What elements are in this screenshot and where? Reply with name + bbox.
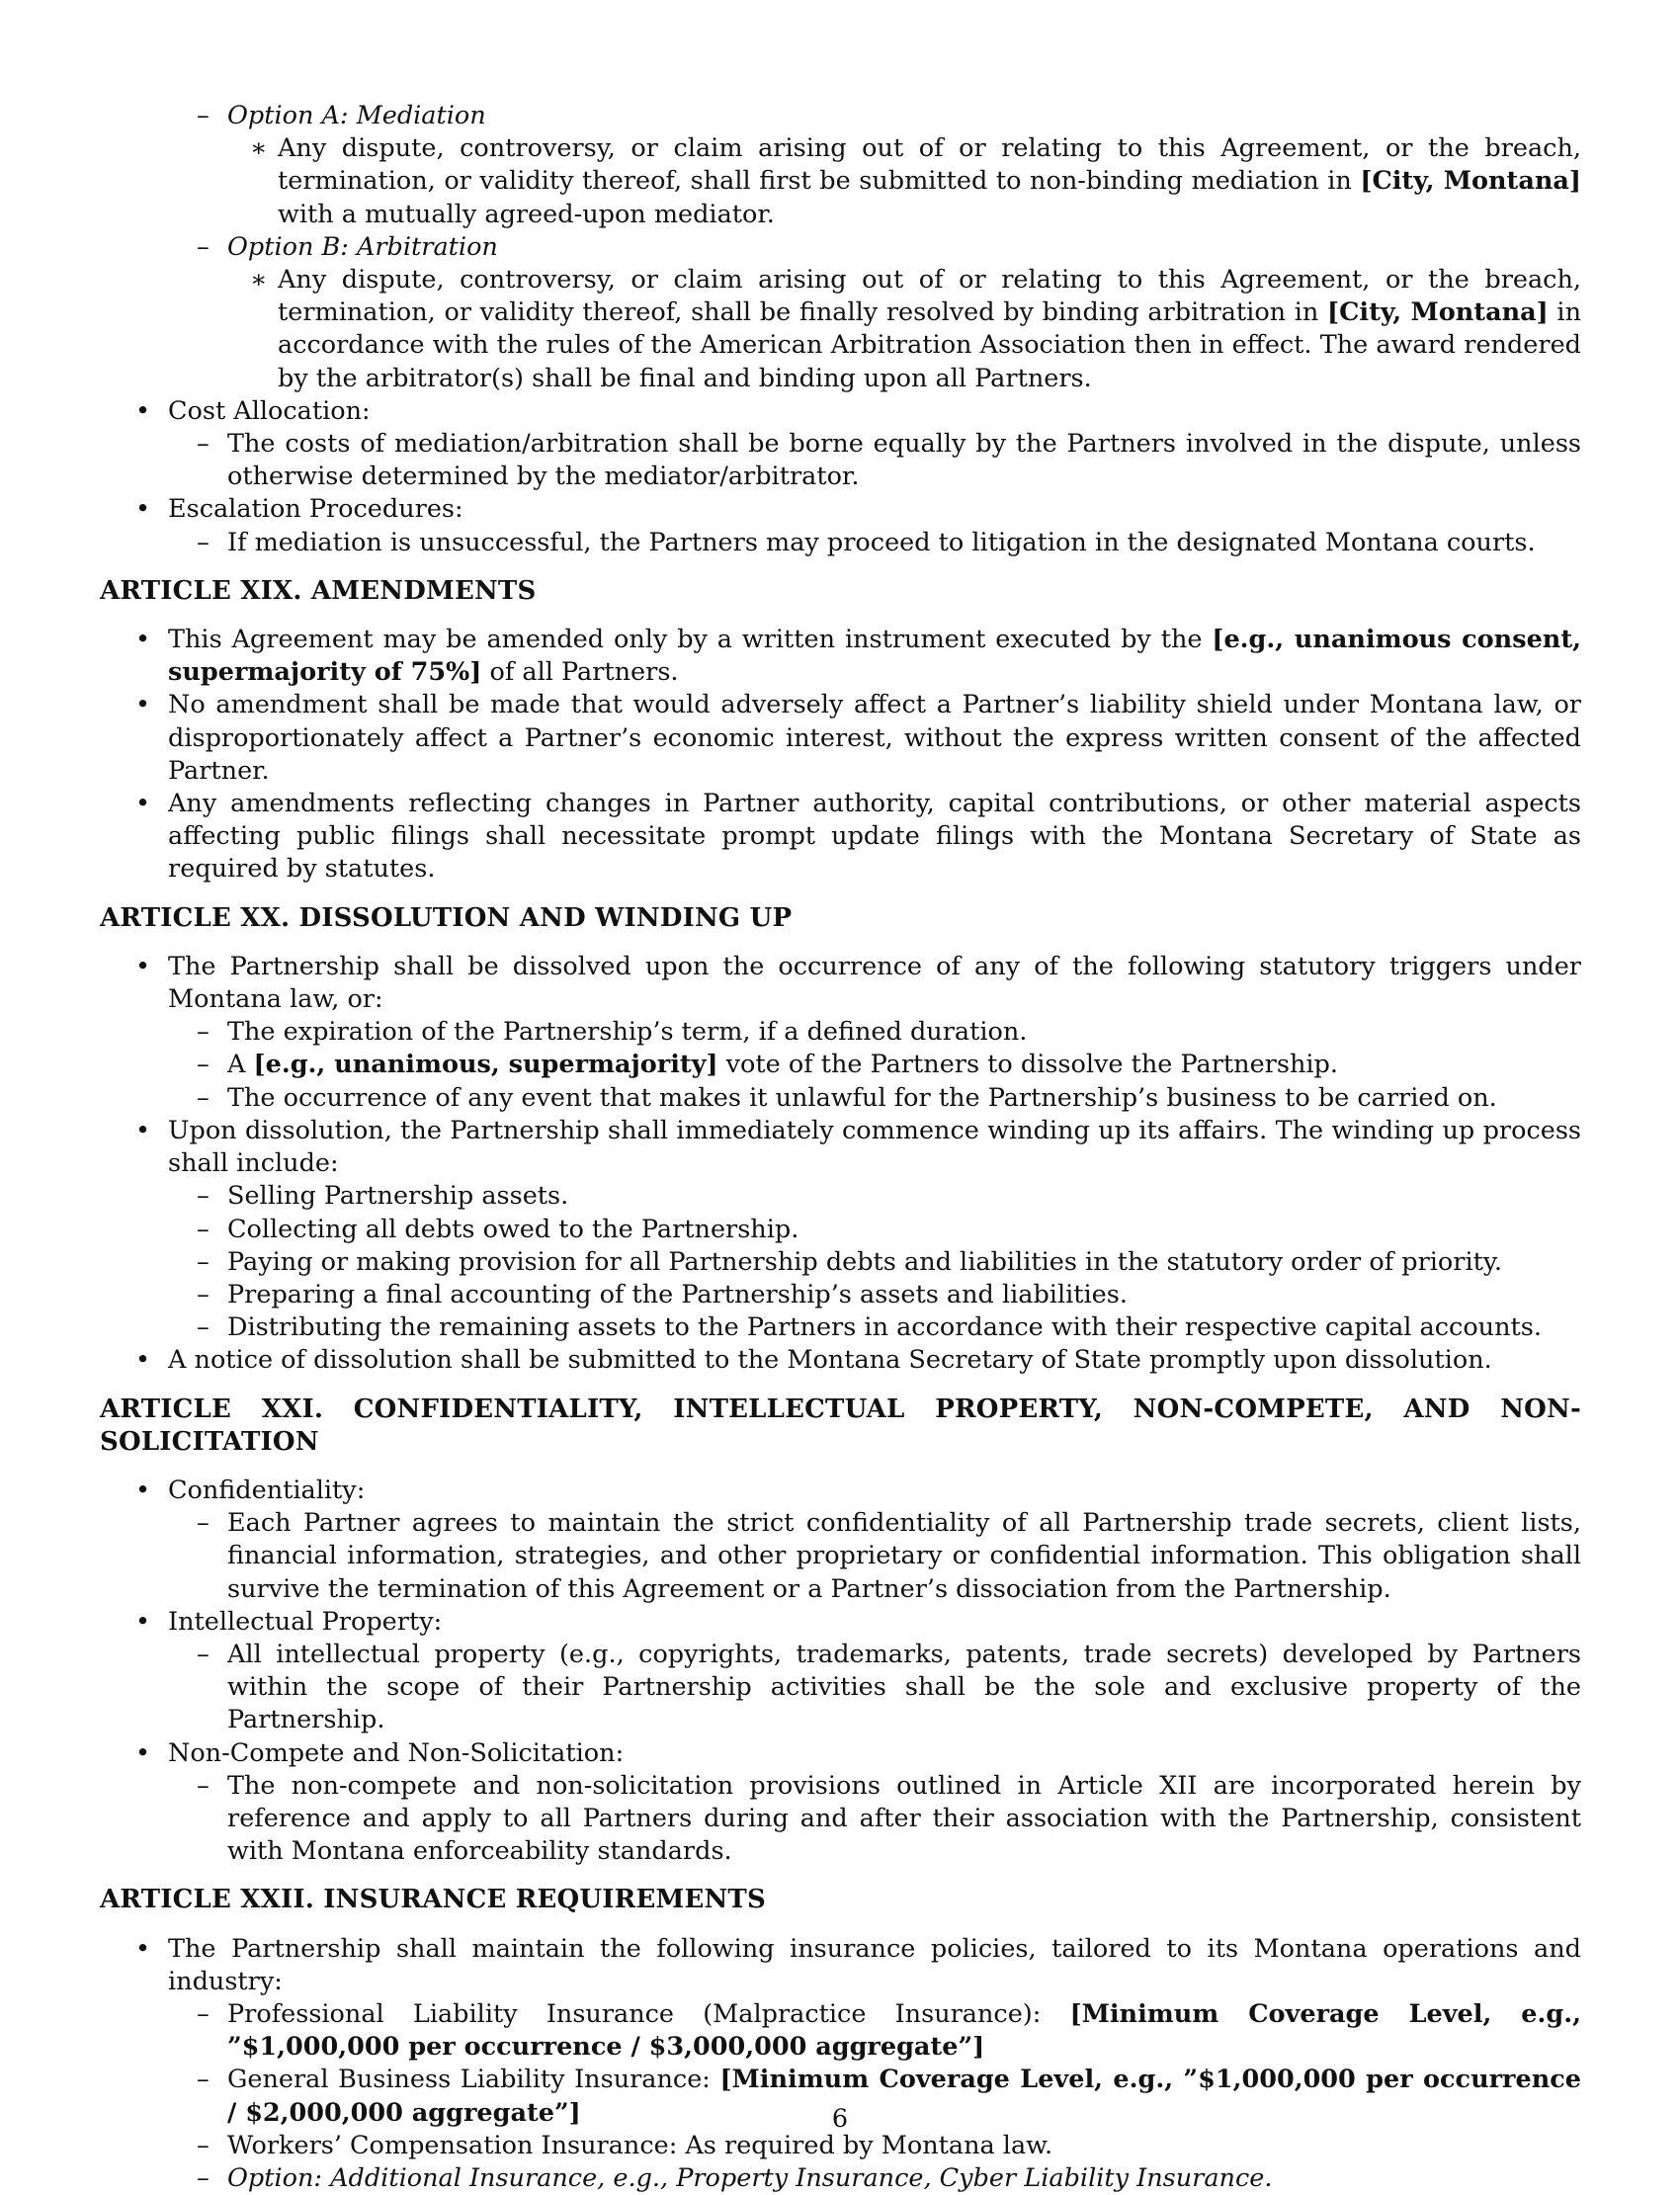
option-b-text: ∗ Any dispute, controversy, or claim arising out of or relating to this Agreement, or the breach, termination, or validity thereof, shall be finally resolved by binding arbitration in [City, Montana] in accordance with the rules of the American Arbitration Association then in effect. The award rendered by the arbitrator(s) shall be final and binding upon all Partners. (250, 265, 1581, 393)
article-20-subitem: – Paying or making provision for all Partnership debts and liabilities in the statutory order of priority. (100, 1246, 1581, 1279)
bullet-marker: • (135, 951, 151, 981)
dash-marker: – (197, 1508, 210, 1539)
article-21-heading: ARTICLE XXI. CONFIDENTIALITY, INTELLECTUAL PROPERTY, NON-COMPETE, AND NON-SOLICITATION (100, 1393, 1581, 1457)
star-marker: ∗ (250, 133, 268, 164)
option-a-text: ∗ Any dispute, controversy, or claim arising out of or relating to this Agreement, or the breach, termination, or validity thereof, shall first be submitted to non-binding mediation in [City, Montana] with a mutually agreed-upon mediator. (250, 133, 1581, 229)
dash-marker: – (197, 1181, 210, 1212)
article-21-subitem: – The non-compete and non-solicitation provisions outlined in Article XII are incorporated herein by reference and apply to all Partners during and after their association with the Partnership, consistent with Montana enforceability standards. (197, 1770, 1581, 1867)
dash-marker: – (197, 1214, 210, 1244)
cost-allocation-text: – The costs of mediation/arbitration shall be borne equally by the Partners involved in the dispute, unless otherwise determined by the mediator/arbitrator. (197, 429, 1581, 492)
bullet-marker: • (135, 1475, 151, 1505)
article-20-subitem: – The occurrence of any event that makes it unlawful for the Partnership’s business to be carried on. (100, 1082, 1581, 1115)
amendment-threshold: [e.g., unanimous consent, supermajority of 75%] (168, 625, 1582, 688)
bullet-marker: • (135, 1115, 151, 1145)
dash-marker: – (197, 1998, 210, 2029)
article-22-item: • The Partnership shall maintain the following insurance policies, tailored to its Montana operations and industry: (135, 1933, 1581, 1996)
bullet-marker: • (135, 789, 151, 819)
article-20-subitem: – Distributing the remaining assets to the Partners in accordance with their respective capital accounts. (100, 1311, 1581, 1344)
dash-marker: – (197, 1312, 210, 1343)
dash-marker: – (197, 1017, 210, 1048)
article-19-item: • Any amendments reflecting changes in Partner authority, capital contributions, or other material aspects affecting public filings shall necessitate prompt update filings with the Montana Secretary of State as required by statutes. (135, 789, 1581, 885)
article-20-subitem: – A [e.g., unanimous, supermajority] vote of the Partners to dissolve the Partnership. (100, 1049, 1581, 1081)
professional-liability-coverage: [Minimum Coverage Level, e.g., ”$1,000,000 per occurrence / $3,000,000 aggregate”] (227, 1998, 1581, 2063)
cost-allocation-item: • Cost Allocation: (100, 395, 1581, 428)
dash-marker: – (197, 2130, 210, 2160)
general-liability-coverage: [Minimum Coverage Level, e.g., ”$1,000,000 per occurrence / $2,000,000 aggregate”] (227, 2065, 1581, 2128)
article-22-subitem: – Professional Liability Insurance (Malpractice Insurance): [Minimum Coverage Level, e.g., ”$1,000,000 per occurrence / $3,000,000 aggregate”] (197, 1998, 1581, 2063)
option-b-city: [City, Montana] (1327, 297, 1549, 328)
option-a-title: Option A: Mediation (227, 101, 486, 130)
bullet-marker: • (135, 1345, 151, 1376)
article-19-item: • No amendment shall be made that would adversely affect a Partner’s liability shield under Montana law, or disproportionately affect a Partner’s economic interest, without the express written consent of the affected Partner. (135, 690, 1581, 786)
article-21-subitem: – All intellectual property (e.g., copyrights, trademarks, patents, trade secrets) developed by Partners within the scope of their Partnership activities shall be the sole and exclusive property of the Partnership. (197, 1639, 1581, 1735)
article-21-item: • Confidentiality: (100, 1475, 1581, 1507)
dash-marker: – (197, 1246, 210, 1277)
article-20-heading: ARTICLE XX. DISSOLUTION AND WINDING UP (100, 902, 793, 933)
dash-marker: – (197, 429, 210, 460)
article-22-subitem: – Workers’ Compensation Insurance: As required by Montana law. (100, 2130, 1581, 2162)
dash-marker: – (197, 1770, 210, 1801)
bullet-marker: • (135, 395, 151, 426)
dash-marker: – (197, 1639, 210, 1669)
bullet-marker: • (135, 625, 151, 655)
bullet-marker: • (135, 494, 151, 525)
bullet-marker: • (135, 1737, 151, 1768)
escalation-text: – If mediation is unsuccessful, the Partners may proceed to litigation in the designated Montana courts. (100, 527, 1581, 559)
article-22-heading: ARTICLE XXII. INSURANCE REQUIREMENTS (100, 1885, 766, 1915)
dash-marker: – (197, 2065, 210, 2095)
bullet-marker: • (135, 1933, 151, 1964)
article-20-item: • Upon dissolution, the Partnership shall immediately commence winding up its affairs. The winding up process shall include: (135, 1115, 1581, 1179)
dash-marker: – (197, 1082, 210, 1113)
option-a-item (100, 100, 1581, 132)
dash-marker: – (197, 1050, 210, 1080)
article-20-subitem: – Selling Partnership assets. (100, 1180, 1581, 1213)
additional-insurance-option: Option: Additional Insurance, e.g., Property Insurance, Cyber Liability Insurance. (227, 2162, 1273, 2193)
option-b-item (100, 231, 1581, 264)
article-20-item: • A notice of dissolution shall be submitted to the Montana Secretary of State promptly upon dissolution. (100, 1344, 1581, 1377)
article-20-item: • The Partnership shall be dissolved upon the occurrence of any of the following statutory triggers under Montana law, or: (135, 951, 1581, 1015)
dash-marker: – (197, 1279, 210, 1309)
article-21-subitem: – Each Partner agrees to maintain the strict confidentiality of all Partnership trade secrets, client lists, financial information, strategies, and other proprietary or confidential information. This obligation shall survive the termination of this Agreement or a Partner’s dissociation from the Partnership. (197, 1508, 1581, 1604)
article-20-subitem: – The expiration of the Partnership’s term, if a defined duration. (100, 1016, 1581, 1049)
dash-marker: – (197, 101, 210, 130)
star-marker: ∗ (250, 265, 268, 295)
bullet-marker: • (135, 690, 151, 720)
article-20-subitem: – Collecting all debts owed to the Partnership. (100, 1214, 1581, 1246)
option-a-city: [City, Montana] (1360, 166, 1581, 197)
article-21-item: • Non-Compete and Non-Solicitation: (100, 1737, 1581, 1770)
article-19-heading: ARTICLE XIX. AMENDMENTS (100, 575, 537, 606)
dash-marker: – (197, 2162, 210, 2193)
article-19-item: • This Agreement may be amended only by a written instrument executed by the [e.g., unanimous consent, supermajority of 75%] of all Partners. (135, 625, 1582, 688)
bullet-marker: • (135, 1606, 151, 1637)
dash-marker: – (197, 527, 210, 557)
dash-marker: – (197, 231, 210, 262)
escalation-item: • Escalation Procedures: (100, 493, 1581, 526)
article-21-item: • Intellectual Property: (100, 1606, 1581, 1639)
page-number: 6 (831, 2104, 849, 2134)
dissolution-vote-threshold: [e.g., unanimous, supermajority] (253, 1050, 718, 1080)
option-b-title: Option B: Arbitration (227, 231, 498, 262)
article-20-subitem: – Preparing a final accounting of the Partnership’s assets and liabilities. (100, 1279, 1581, 1311)
article-22-subitem (100, 2162, 1581, 2195)
document-page (100, 100, 1581, 2195)
article-22-subitem: – General Business Liability Insurance: [Minimum Coverage Level, e.g., ”$1,000,000 per occurrence / $2,000,000 aggregate”] (197, 2065, 1581, 2128)
